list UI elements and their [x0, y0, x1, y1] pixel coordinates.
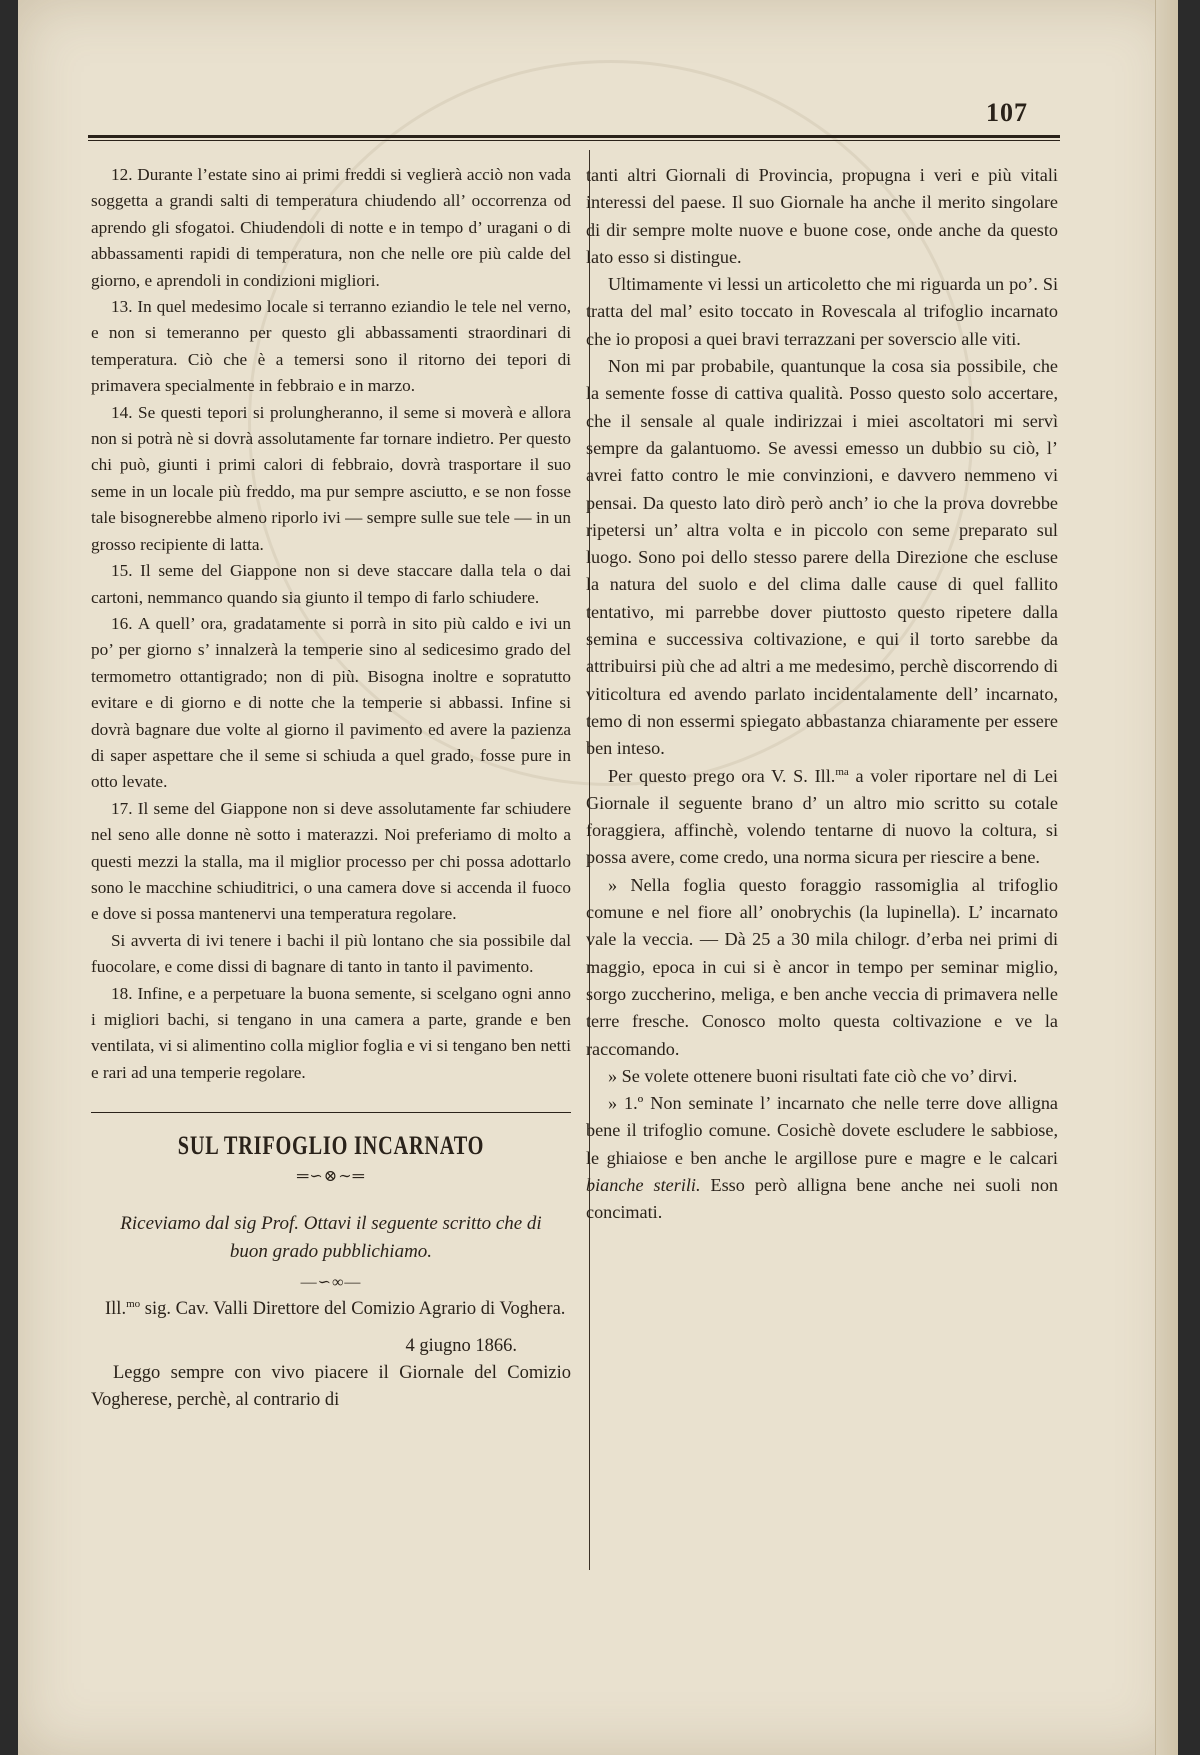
- letter-opening: Leggo sempre con vivo piacere il Giornale del Comizio Vogherese, perchè, al contrario di: [91, 1362, 571, 1410]
- section-title: SUL TRIFOGLIO INCARNATO: [177, 1131, 485, 1161]
- paragraph-item-12: 12. Durante l’estate sino ai primi freddi si veglierà acciò non vada soggetta a grandi salti di temperatura chiudendo all’ occorrenza od aprendo gli sfogatoi. Chiudendoli di notte e in tempo d’ uragani o di abbassamenti rapidi di temperatura, non che nelle ore più calde del giorno, e aprendoli in condizioni migliori.: [91, 165, 571, 290]
- ornament-divider-small: —∽∞—: [300, 1274, 362, 1292]
- salutation-superscript: mo: [126, 1298, 141, 1311]
- paragraph-item-17: 17. Il seme del Giappone non si deve assolutamente far schiudere nel seno alle donne nè sotto i materazzi. Noi preferiamo di molto a questi mezzi la stalla, ma il miglior processo per chi possa adottarlo sono le macchine schiuditrici, o una camera dove si accenda il fuoco e dove si possa mantenervi una temperatura regolare.: [91, 798, 571, 924]
- letter-paragraph-5: » Nella foglia questo foraggio rassomiglia al trifoglio comune e nel fiore all’ onobrychis (la lupinella). L’ incarnato vale la veccia. — Dà 25 a 30 mila chilogr. d’erba nei primi di maggio, epoca in cui si è ancor in tempo per seminar miglio, sorgo zuccherino, meliga, e ben anche veccia di primavera nelle terre fresche. Conosco molto questa coltivazione e ve la raccomando.: [586, 874, 1058, 1059]
- paragraph-item-16: 16. A quell’ ora, gradatamente si porrà in sito più caldo e ivi un po’ per giorno s’ innalzerà la temperie sino al sedicesimo grado del termometro ottantigrado; non di più. Bisogna inoltre e sopratutto evitare e di giorno e di notte che la temperie si abbassi. Infine si dovrà bagnare due volte al giorno il pavimento ed avere la pazienza di saper aspettare che il seme si schiuda a quel grado, fosse pure in otto levate.: [91, 613, 571, 792]
- letter-paragraph-6: » Se volete ottenere buoni risultati fate ciò che vo’ dirvi.: [608, 1065, 1018, 1086]
- section-rule: [91, 1112, 571, 1113]
- paragraph-note: Si avverta di ivi tenere i bachi il più lontano che sia possibile dal fuocolare, e come dissi di bagnare di tanto in tanto il pavimento.: [91, 930, 571, 977]
- page-edge: [1155, 0, 1178, 1755]
- page-number: 107: [986, 98, 1028, 127]
- letter-date: 4 giugno 1866.: [405, 1336, 517, 1357]
- p7-italic: bianche sterili.: [586, 1174, 701, 1195]
- p4-text: Per questo prego ora V. S. Ill.: [608, 765, 836, 786]
- p4-superscript: ma: [835, 765, 849, 778]
- letter-paragraph-4: [586, 763, 1058, 872]
- p7-text-end: Esso però alligna bene anche nei suoli non concimati.: [586, 1174, 1059, 1223]
- editorial-intro: Riceviamo dal sig Prof. Ottavi il seguente scritto che di buon grado pubblichiamo.: [120, 1213, 542, 1263]
- letter-paragraph-2: Ultimamente vi lessi un articoletto che mi riguarda un po’. Si tratta del mal’ esito toccato in Rovescala al trifoglio incarnato che io proposi a quei bravi terrazzani per soverscio alle viti.: [586, 274, 1058, 349]
- paragraph-item-15: 15. Il seme del Giappone non si deve staccare dalla tela o dai cartoni, nemmanco quando sia giunto il tempo di farlo schiudere.: [91, 561, 571, 607]
- p4-text-rest: a voler riportare nel di Lei Giornale il seguente brano d’ un altro mio scritto su cotale foraggiera, affinchè, volendo tentarne di nuovo la coltura, si possa avere, come credo, una norma sicura per riescire a bene.: [586, 765, 1058, 868]
- letter-salutation: [91, 1296, 571, 1323]
- ornament-divider: ═∽⊗∼═: [297, 1167, 365, 1185]
- header-rule-thin: [88, 140, 1060, 141]
- left-column: [91, 162, 571, 1414]
- header-rule: [88, 135, 1060, 138]
- newspaper-page: [18, 0, 1178, 1755]
- right-column: [586, 162, 1058, 1227]
- p7-text: » 1.º Non seminate l’ incarnato che nelle terre dove alligna bene il trifoglio comune. Cosichè dovete escludere le sabbiose, le ghiaiose e ben anche le argillose pure e magre e le calcari: [586, 1093, 1058, 1168]
- salutation-prefix: Ill.: [105, 1299, 127, 1320]
- letter-paragraph-3: Non mi par probabile, quantunque la cosa sia possibile, che la semente fosse di cattiva qualità. Posso questo solo accertare, che il sensale al quale indirizzai i miei ascoltatori mi servì sempre da galantuomo. Se avessi emesso un dubbio su ciò, l’ avrei fatto contro le mie convinzioni, e davvero nemmeno vi pensai. Da questo lato dirò però anch’ io che la prova dovrebbe ripetersi un’ altra volta e in piccolo con seme preparato sul luogo. Sono poi dello stesso parere della Direzione che escluse la natura del suolo e del clima dalle cause di quel fallito tentativo, mi parrebbe dover piuttosto questo ripetere dalla semina e successiva coltivazione, e qui il torto sarebbe da attribuirsi più che ad altri a me medesimo, perchè discorrendo di viticoltura ed avendo parlato incidentalamente dell’ incarnato, temo di non essermi spiegato abbastanza chiaramente per essere ben inteso.: [586, 356, 1058, 759]
- salutation-text: sig. Cav. Valli Direttore del Comizio Agrario di Voghera.: [140, 1299, 566, 1320]
- letter-paragraph-1: tanti altri Giornali di Provincia, propugna i veri e più vitali interessi del paese. Il suo Giornale ha anche il merito singolare di dir sempre molte nuove e buone cose, onde anche da questo lato esso si distingue.: [586, 165, 1058, 267]
- letter-paragraph-7: [586, 1090, 1058, 1226]
- paragraph-item-18: 18. Infine, e a perpetuare la buona semente, si scelgano ogni anno i migliori bachi, si tengano in una camera a parte, grande e ben ventilata, vi si alimentino colla miglior foglia e vi si tengano ben netti e rari ad una temperie regolare.: [91, 983, 571, 1082]
- paragraph-item-14: 14. Se questi tepori si prolungheranno, il seme si moverà e allora non si potrà nè si dovrà assolutamente far tornare indietro. Per questo chi può, giunti i primi calori di febbraio, dovrà trasportare il suo seme in un locale più freddo, ma pur sempre asciutto, e se non fosse tale bisognerebbe almeno riporlo ivi — sempre sulle sue tele — in un grosso recipiente di latta.: [91, 402, 571, 554]
- paragraph-item-13: 13. In quel medesimo locale si terranno eziandio le tele nel verno, e non si temeranno per questo gli abbassamenti straordinari di temperatura. Ciò che è a temersi sono il ritorno dei tepori di primavera specialmente in febbraio e in marzo.: [91, 297, 571, 396]
